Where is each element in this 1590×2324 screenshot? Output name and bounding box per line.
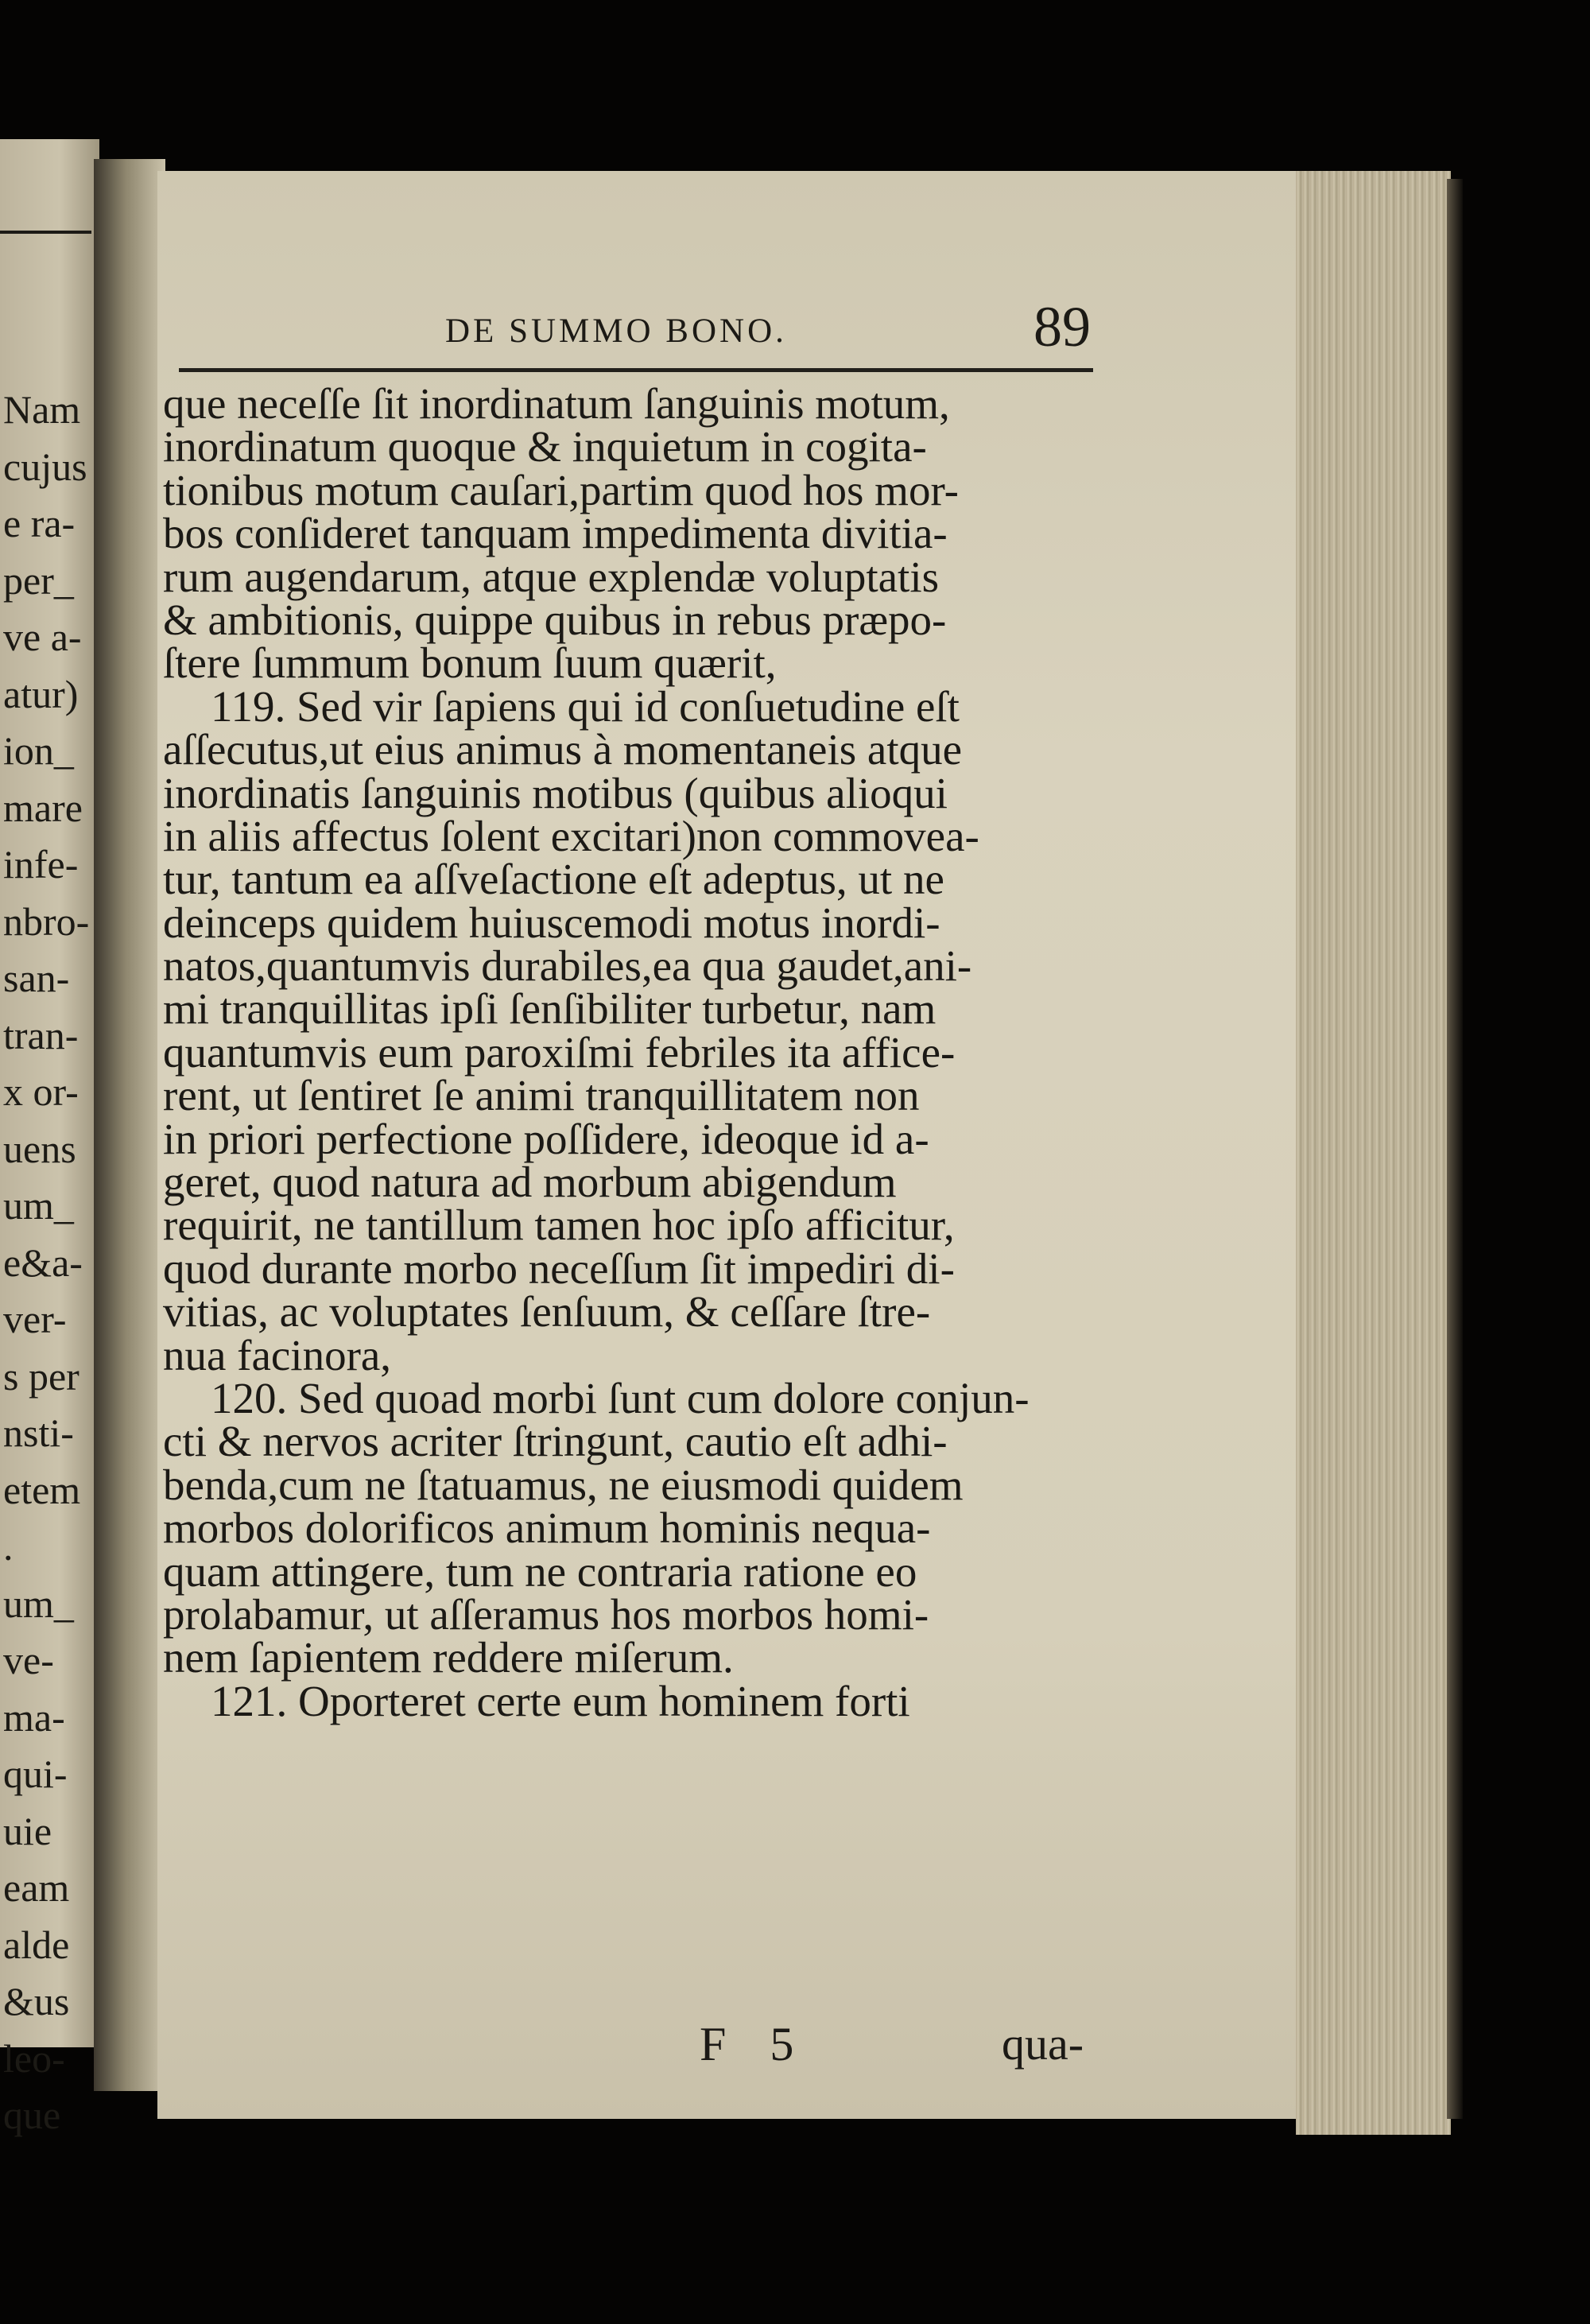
left-fragment: &us bbox=[3, 1979, 70, 2023]
text-line: quod durante morbo neceſſum ſit impediri di- bbox=[163, 1243, 955, 1293]
text-line: nua facinora, bbox=[163, 1330, 392, 1379]
left-fragment: Nam bbox=[3, 387, 81, 432]
text-line: quam attingere, tum ne contraria ratione eo bbox=[163, 1546, 917, 1596]
text-line: requirit, ne tantillum tamen hoc ipſo afficitur, bbox=[163, 1201, 955, 1250]
left-fragment: . bbox=[3, 1524, 14, 1569]
left-fragment: etem bbox=[3, 1467, 81, 1512]
left-fragment: infe- bbox=[3, 842, 79, 887]
left-fragment: ve- bbox=[3, 1638, 54, 1682]
left-fragment: nsti- bbox=[3, 1410, 74, 1455]
left-fragment: nbro- bbox=[3, 898, 90, 944]
text-line: cti & nervos acriter ſtringunt, cautio eſt adhi- bbox=[163, 1417, 948, 1466]
left-fragment: um_ bbox=[3, 1183, 74, 1228]
text-line: geret, quod natura ad morbum abigendum bbox=[163, 1158, 897, 1207]
text-line: aſſecutus,ut eius animus à momentaneis atque bbox=[163, 725, 963, 774]
left-fragment: e ra- bbox=[3, 501, 76, 545]
left-page-rule bbox=[0, 231, 91, 234]
left-fragment: mare bbox=[3, 785, 83, 830]
book-gutter bbox=[94, 159, 165, 2091]
left-fragment: ver- bbox=[3, 1297, 67, 1341]
left-fragment: x or- bbox=[3, 1069, 79, 1114]
text-line: morbos dolorificos animum hominis nequa- bbox=[163, 1503, 931, 1553]
left-fragment: e&a- bbox=[3, 1240, 83, 1285]
left-fragment: um_ bbox=[3, 1581, 74, 1626]
text-line: rent, ut ſentiret ſe animi tranquillitatem non bbox=[163, 1071, 920, 1120]
cover-shadow bbox=[1447, 179, 1463, 2119]
text-line: & ambitionis, quippe quibus in rebus præpo- bbox=[163, 595, 947, 644]
text-line: nem ſapientem reddere miſerum. bbox=[163, 1633, 734, 1682]
text-line: tionibus motum cauſari,partim quod hos mor- bbox=[163, 465, 959, 514]
left-fragment: uens bbox=[3, 1126, 76, 1171]
left-fragment: ve a- bbox=[3, 615, 82, 659]
text-line: bos conſideret tanquam impedimenta divitia- bbox=[163, 509, 948, 558]
left-fragment: eam bbox=[3, 1865, 70, 1910]
text-line: natos,quantumvis durabiles,ea qua gaudet,ani- bbox=[163, 941, 972, 991]
text-line: mi tranquillitas ipſi ſenſibiliter turbetur, nam bbox=[163, 984, 937, 1034]
text-line: prolabamur, ut aſſeramus hos morbos homi- bbox=[163, 1589, 929, 1639]
paragraph-start-line: 119. Sed vir ſapiens qui id conſuetudine eſt bbox=[211, 681, 960, 731]
left-fragment: s per bbox=[3, 1353, 80, 1399]
text-line: rum augendarum, atque explendæ voluptatis bbox=[163, 552, 940, 601]
text-line: ſtere ſummum bonum ſuum quærit, bbox=[163, 638, 777, 688]
paragraph-start-line: 120. Sed quoad morbi ſunt cum dolore conjun- bbox=[211, 1373, 1030, 1422]
text-line: benda,cum ne ſtatuamus, ne eiusmodi quidem bbox=[163, 1460, 964, 1509]
signature-mark: F 5 bbox=[700, 2018, 810, 2070]
page-number: 89 bbox=[1034, 295, 1091, 359]
text-line: in priori perfectione poſſidere, ideoque id a- bbox=[163, 1114, 929, 1163]
left-fragment: uie bbox=[3, 1808, 52, 1853]
left-fragment: per_ bbox=[3, 557, 74, 603]
text-line: que neceſſe ſit inordinatum ſanguinis motum, bbox=[163, 379, 950, 428]
text-line: deinceps quidem huiuscemodi motus inordi- bbox=[163, 898, 940, 947]
running-head: DE SUMMO BONO. bbox=[445, 312, 787, 350]
left-fragment: san- bbox=[3, 956, 70, 1000]
left-fragment: cujus bbox=[3, 444, 87, 489]
catchword: qua- bbox=[1002, 2018, 1084, 2070]
paragraph-start-line: 121. Oporteret certe eum hominem forti bbox=[211, 1676, 910, 1725]
text-line: vitias, ac voluptates ſenſuum, & ceſſare ſtre- bbox=[163, 1287, 931, 1337]
text-line: inordinatum quoque & inquietum in cogita- bbox=[163, 422, 927, 471]
text-line: inordinatis ſanguinis motibus (quibus alioqui bbox=[163, 768, 948, 817]
page-edges bbox=[1296, 171, 1451, 2135]
text-line: tur, tantum ea aſſveſactione eſt adeptus, ut ne bbox=[163, 855, 944, 904]
body-text bbox=[163, 379, 1030, 1725]
left-fragment: qui- bbox=[3, 1752, 68, 1796]
left-page-text bbox=[3, 382, 95, 2144]
left-fragment: ma- bbox=[3, 1694, 65, 1740]
left-fragment: tran- bbox=[3, 1012, 79, 1057]
text-line: quantumvis eum paroxiſmi febriles ita affice- bbox=[163, 1027, 956, 1077]
text-line: in aliis affectus ſolent excitari)non commovea- bbox=[163, 811, 979, 860]
left-fragment: leo- bbox=[3, 2035, 65, 2081]
left-fragment: alde bbox=[3, 1922, 70, 1967]
left-fragment: atur) bbox=[3, 671, 79, 716]
left-fragment: que bbox=[3, 2093, 61, 2137]
header-rule bbox=[179, 368, 1093, 372]
left-fragment: ion_ bbox=[3, 728, 74, 773]
